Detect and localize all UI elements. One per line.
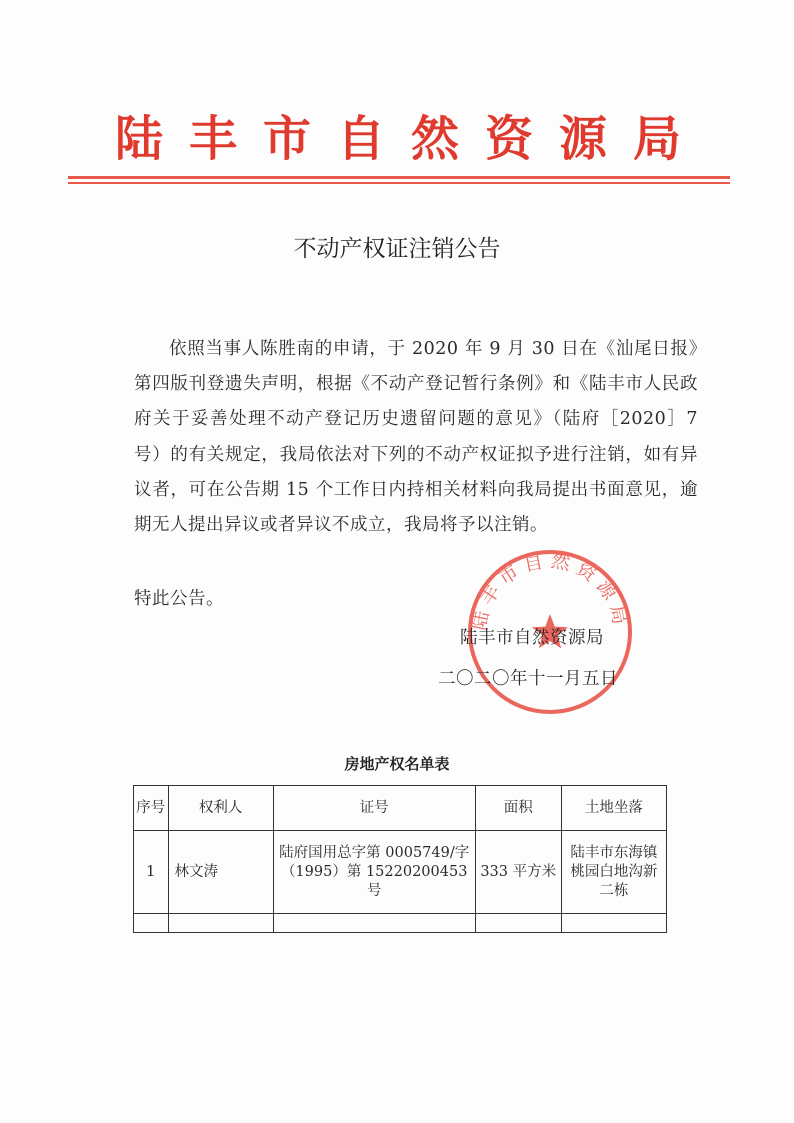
- table-row-empty: [134, 914, 667, 933]
- signature-org: 陆丰市自然资源局: [460, 628, 604, 648]
- cell-empty: [134, 914, 169, 933]
- letterhead-rule-thin: [68, 182, 730, 184]
- property-register-table: [133, 785, 667, 933]
- cell-location: 陆丰市东海镇桃园白地沟新二栋: [561, 831, 666, 914]
- table-header-row: [134, 786, 667, 831]
- letterhead-title: 陆丰市自然资源局: [114, 111, 707, 167]
- notice-title: 不动产权证注销公告: [293, 236, 501, 262]
- cell-empty: [273, 914, 475, 933]
- closing-line: 特此公告。: [134, 589, 224, 609]
- header-location: 土地坐落: [561, 786, 666, 831]
- table-title: 房地产权名单表: [344, 755, 450, 773]
- header-owner: 权利人: [168, 786, 273, 831]
- notice-paragraph: 依照当事人陈胜南的申请，于 2020 年 9 月 30 日在《汕尾日报》第四版刊登遗失声明，根据《不动产登记暂行条例》和《陆丰市人民政府关于妥善处理不动产登记历史遗留问题的意见》（陆府［2020］7 号）的有关规定，我局依法对下列的不动产权证拟予进行注销，如有异议者，可在公告期 15 个工作日内持相关材料向我局提出书面意见，逾期无人提出异议或者异议不成立，我局将予以注销。: [134, 339, 698, 536]
- cell-area: 333 平方米: [475, 831, 561, 914]
- header-area: 面积: [475, 786, 561, 831]
- cell-empty: [475, 914, 561, 933]
- letterhead-rule-thick: [68, 176, 730, 179]
- seal-text: 陆丰市自然资源局: [468, 549, 632, 633]
- cell-owner: 林文涛: [168, 831, 273, 914]
- cell-cert: 陆府国用总字第 0005749/字（1995）第 15220200453 号: [273, 831, 475, 914]
- table-row: [134, 831, 667, 914]
- signature-date: 二〇二〇年十一月五日: [438, 669, 618, 689]
- cell-seq: 1: [134, 831, 169, 914]
- header-seq: 序号: [134, 786, 169, 831]
- notice-body: [134, 332, 698, 543]
- header-cert: 证号: [273, 786, 475, 831]
- cell-empty: [168, 914, 273, 933]
- cell-empty: [561, 914, 666, 933]
